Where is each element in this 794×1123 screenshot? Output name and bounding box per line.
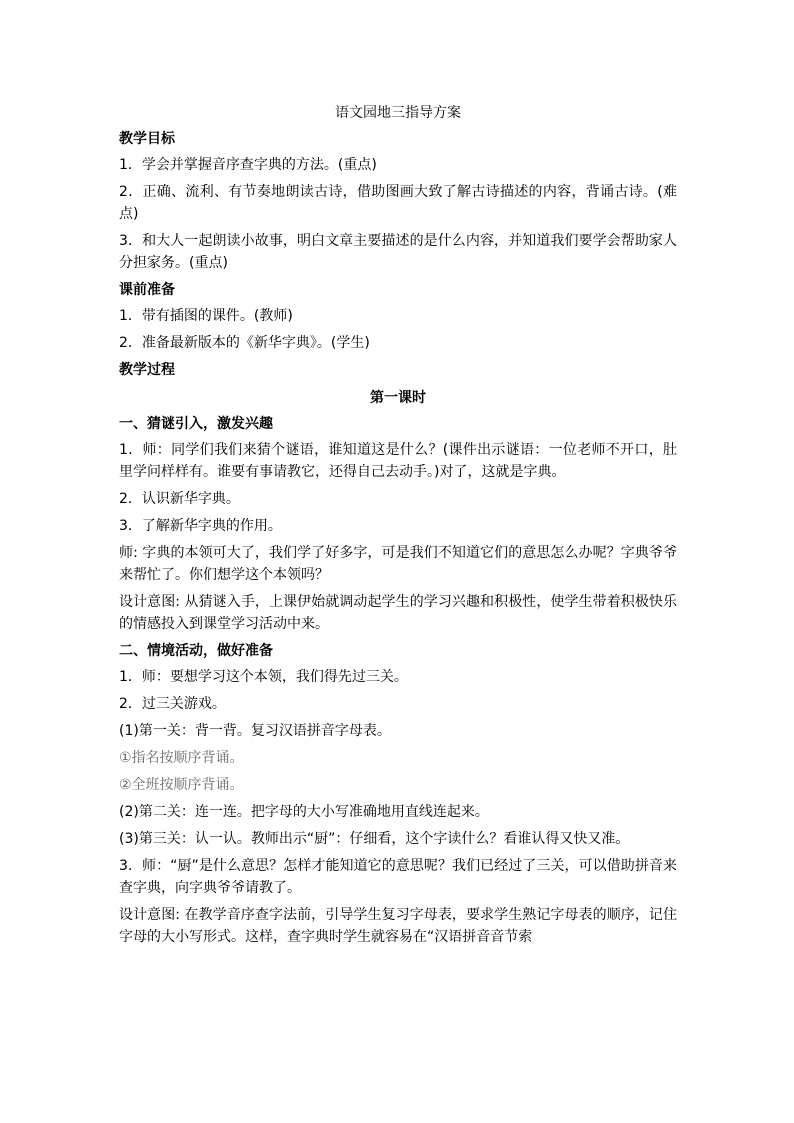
goal-item: 1．学会并掌握音序查字典的方法。(重点) [119, 157, 377, 173]
part1-heading: 一、猜谜引入，激发兴趣 [119, 416, 273, 432]
goals-heading: 教学目标 [119, 131, 175, 147]
part1-paragraph: 1．师：同学们我们来猜个谜语，谁知道这是什么？(课件出示谜语：一位老师不开口，肚里学问样样有。谁要有事请教它，还得自己去动手。)对了，这就是字典。 [119, 442, 677, 480]
design-intent-2: 设计意图: 在教学音序查字法前，引导学生复习字母表，要求学生熟记字母表的顺序，记住字母的大小写形式。这样，查字典时学生就容易在“汉语拼音音节索 [119, 907, 677, 945]
design-intent-1: 设计意图: 从猜谜入手，上课伊始就调动起学生的学习兴趣和积极性，使学生带着积极快乐的情感投入到课堂学习活动中来。 [119, 594, 677, 632]
part2-subitem: ②全班按顺序背诵。 [119, 777, 244, 793]
lesson-title: 第一课时 [370, 390, 426, 406]
part2-paragraph: 1．师：要想学习这个本领，我们得先过三关。 [119, 669, 408, 685]
process-heading: 教学过程 [119, 362, 175, 378]
part1-paragraph: 2．认识新华字典。 [119, 491, 240, 507]
part2-heading: 二、情境活动，做好准备 [119, 643, 273, 659]
goal-item: 3．和大人一起朗读小故事，明白文章主要描述的是什么内容，并知道我们要学会帮助家人分担家务。(重点) [119, 233, 677, 271]
document-title: 语文园地三指导方案 [335, 105, 461, 121]
prep-heading: 课前准备 [119, 282, 175, 298]
part1-paragraph: 师: 字典的本领可大了，我们学了好多字，可是我们不知道它们的意思怎么办呢？字典爷爷来帮忙了。你们想学这个本领吗？ [119, 545, 677, 583]
part2-paragraph: 3．师：“厨”是什么意思？怎样才能知道它的意思呢？我们已经过了三关，可以借助拼音来查字典，向字典爷爷请教了。 [119, 858, 677, 896]
part2-paragraph: (1)第一关：背一背。复习汉语拼音字母表。 [119, 723, 391, 739]
part2-paragraph: (2)第二关：连一连。把字母的大小写准确地用直线连起来。 [119, 804, 489, 820]
document-body [119, 102, 677, 953]
prep-item: 2．准备最新版本的《新华字典》。(学生) [119, 335, 370, 351]
part2-paragraph: (3)第三关：认一认。教师出示“厨”：仔细看，这个字读什么？看谁认得又快又准。 [119, 831, 630, 847]
part1-paragraph: 3．了解新华字典的作用。 [119, 518, 282, 534]
goal-item: 2．正确、流利、有节奏地朗读古诗，借助图画大致了解古诗描述的内容，背诵古诗。(难点) [119, 184, 677, 222]
part2-subitem: ①指名按顺序背诵。 [119, 750, 244, 766]
part2-paragraph: 2．过三关游戏。 [119, 696, 226, 712]
prep-item: 1．带有插图的课件。(教师) [119, 308, 293, 324]
